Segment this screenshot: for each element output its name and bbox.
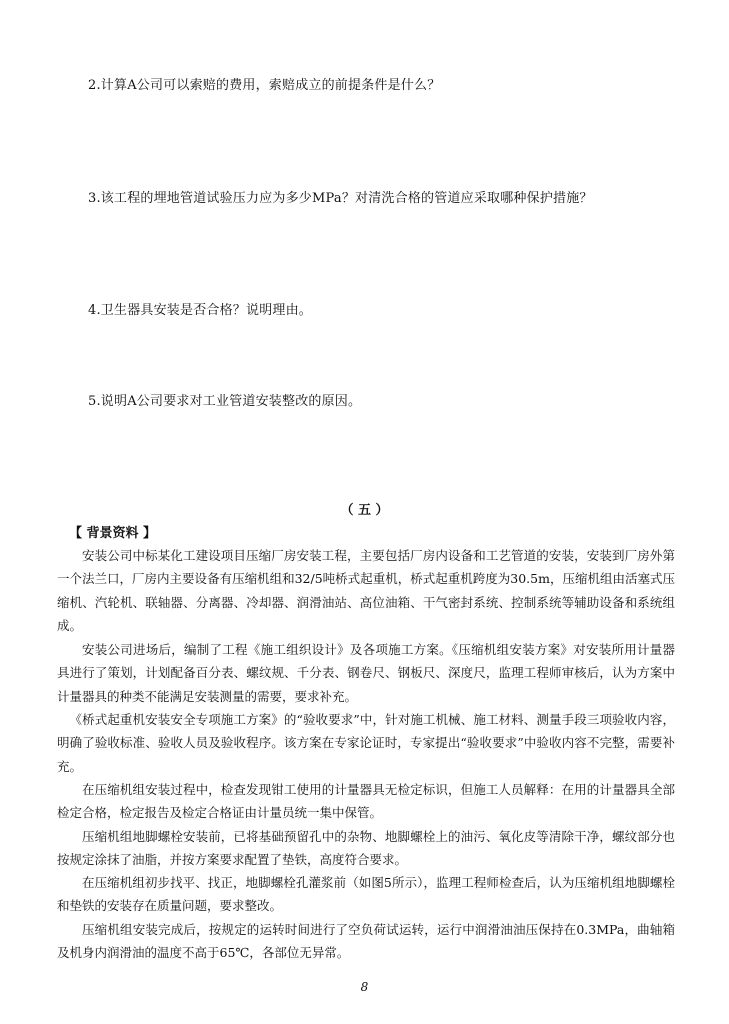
background-paragraph-4: 在压缩机组安装过程中，检查发现钳工使用的计量器具无检定标识，但施工人员解释：在用的计量器具全部检定合格，检定报告及检定合格证由计量员统一集中保管。 <box>57 782 675 821</box>
question-4: 4.卫生器具安装是否合格？说明理由。 <box>88 303 313 318</box>
background-paragraph-6: 在压缩机组初步找平、找正，地脚螺栓孔灌浆前（如图5所示），监理工程师检查后，认为压缩机组地脚螺栓和垫铁的安装存在质量问题，要求整改。 <box>57 875 675 914</box>
background-paragraph-5: 压缩机组地脚螺栓安装前，已将基础预留孔中的杂物、地脚螺栓上的油污、氧化皮等清除干净，螺纹部分也按规定涂抹了油脂，并按方案要求配置了垫铁，高度符合要求。 <box>57 829 675 868</box>
background-paragraph-1: 安装公司中标某化工建设项目压缩厂房安装工程，主要包括厂房内设备和工艺管道的安装，安装到厂房外第一个法兰口，厂房内主要设备有压缩机组和32/5吨桥式起重机，桥式起重机跨度为30.5m，压缩机组由活塞式压缩机、汽轮机、联轴器、分离器、冷却器、润滑油站、高位油箱、干气密封系统、控制系统等辅助设备和系统组成。 <box>57 548 675 634</box>
background-paragraph-2: 安装公司进场后，编制了工程《施工组织设计》及各项施工方案。《压缩机组安装方案》对安装所用计量器具进行了策划，计划配备百分表、螺纹规、千分表、钢卷尺、钢板尺、深度尺，监理工程师审核后，认为方案中计量器具的种类不能满足安装测量的需要，要求补充。 <box>57 642 675 704</box>
question-5: 5.说明A公司要求对工业管道安装整改的原因。 <box>88 394 362 409</box>
question-3: 3.该工程的埋地管道试验压力应为多少MPa？对清洗合格的管道应采取哪种保护措施？ <box>88 191 593 206</box>
background-paragraph-3: 《桥式起重机安装安全专项施工方案》的“验收要求”中，针对施工机械、施工材料、测量手段三项验收内容，明确了验收标准、验收人员及验收程序。该方案在专家论证时，专家提出“验收要求”中验收内容不完整，需要补充。 <box>57 712 675 774</box>
background-paragraph-7: 压缩机组安装完成后，按规定的运转时间进行了空负荷试运转，运行中润滑油油压保持在0.3MPa，曲轴箱及机身内润滑油的温度不高于65℃，各部位无异常。 <box>57 922 675 961</box>
background-heading: 【 背景资料 】 <box>69 526 157 541</box>
question-2: 2.计算A公司可以索赔的费用，索赔成立的前提条件是什么？ <box>88 78 441 93</box>
section-title: （ 五 ） <box>340 503 389 518</box>
page-number: 8 <box>360 980 369 994</box>
